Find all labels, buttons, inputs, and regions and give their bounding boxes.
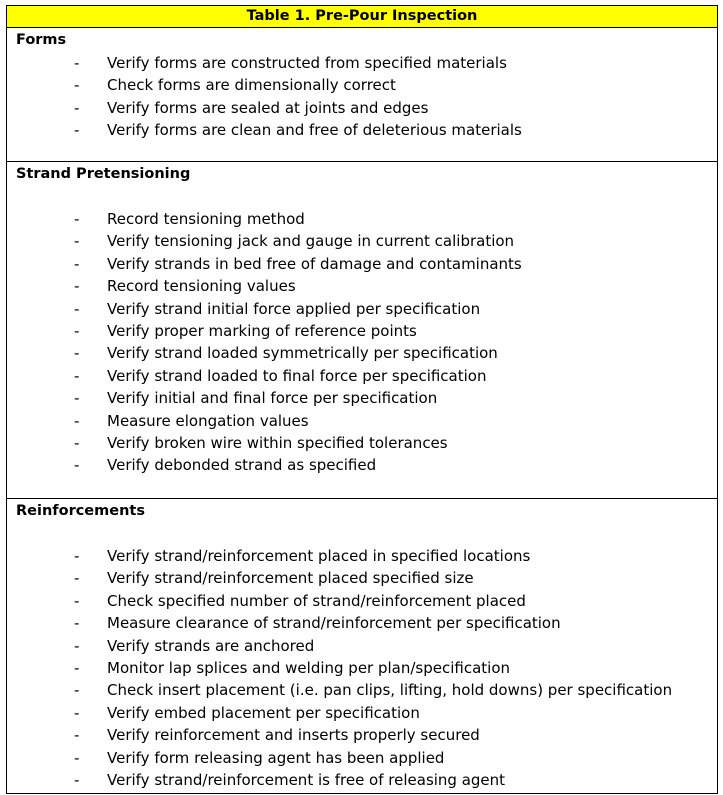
item-list <box>7 545 717 791</box>
dash-bullet: - <box>74 547 80 565</box>
list-item <box>7 590 717 612</box>
dash-bullet: - <box>74 54 80 72</box>
item-text: Measure elongation values <box>107 411 309 430</box>
dash-bullet: - <box>74 569 80 588</box>
item-text: Verify forms are sealed at joints and edges <box>107 98 429 117</box>
dash-bullet: - <box>74 591 80 610</box>
inspection-table <box>6 5 718 794</box>
dash-bullet: - <box>74 636 80 655</box>
list-item <box>7 208 717 230</box>
item-text: Record tensioning values <box>107 277 296 296</box>
dash-bullet: - <box>74 681 80 700</box>
list-item <box>7 230 717 252</box>
dash-bullet: - <box>74 456 80 475</box>
item-text: Verify debonded strand as specified <box>107 456 377 475</box>
list-item <box>7 657 717 679</box>
list-item <box>7 635 717 657</box>
list-item <box>7 387 717 409</box>
item-text: Verify strands in bed free of damage and contaminants <box>107 254 522 273</box>
item-text: Record tensioning method <box>107 210 305 228</box>
table-title: Table 1. Pre-Pour Inspection <box>7 6 717 28</box>
item-text: Verify strand loaded symmetrically per specification <box>107 344 498 363</box>
dash-bullet: - <box>74 658 80 677</box>
item-text: Check specified number of strand/reinforcement placed <box>107 591 526 610</box>
dash-bullet: - <box>74 703 80 722</box>
item-text: Verify form releasing agent has been applied <box>107 748 445 767</box>
dash-bullet: - <box>74 121 80 140</box>
item-text: Monitor lap splices and welding per plan/specification <box>107 658 511 677</box>
list-item <box>7 679 717 701</box>
dash-bullet: - <box>74 411 80 430</box>
dash-bullet: - <box>74 76 80 95</box>
section-title: Forms <box>16 32 67 48</box>
dash-bullet: - <box>74 254 80 273</box>
list-item <box>7 454 717 476</box>
dash-bullet: - <box>74 232 80 251</box>
item-text: Verify reinforcement and inserts properly secured <box>107 726 480 745</box>
item-text: Verify initial and final force per specification <box>107 389 438 408</box>
list-item <box>7 724 717 746</box>
list-item <box>7 545 717 567</box>
list-item <box>7 365 717 387</box>
item-text: Verify strand/reinforcement placed specified size <box>107 569 474 588</box>
dash-bullet: - <box>74 614 80 633</box>
section-reinforcements <box>7 499 717 793</box>
item-text: Verify embed placement per specification <box>107 703 420 722</box>
dash-bullet: - <box>74 210 80 228</box>
dash-bullet: - <box>74 770 80 789</box>
list-item <box>7 702 717 724</box>
dash-bullet: - <box>74 321 80 340</box>
dash-bullet: - <box>74 277 80 296</box>
item-text: Verify strand/reinforcement placed in specified locations <box>107 547 531 565</box>
dash-bullet: - <box>74 366 80 385</box>
item-text: Verify tensioning jack and gauge in current calibration <box>107 232 515 251</box>
dash-bullet: - <box>74 389 80 408</box>
item-text: Verify forms are constructed from specified materials <box>107 54 507 72</box>
list-item <box>7 119 717 141</box>
list-item <box>7 275 717 297</box>
item-text: Verify forms are clean and free of deleterious materials <box>107 121 522 140</box>
item-text: Verify strand/reinforcement is free of releasing agent <box>107 770 506 789</box>
dash-bullet: - <box>74 98 80 117</box>
section-title: Strand Pretensioning <box>16 166 191 182</box>
item-text: Verify proper marking of reference points <box>107 321 417 340</box>
dash-bullet: - <box>74 748 80 767</box>
list-item <box>7 253 717 275</box>
item-text: Verify strands are anchored <box>107 636 315 655</box>
section-forms <box>7 28 717 162</box>
list-item <box>7 342 717 364</box>
item-text: Verify strand initial force applied per specification <box>107 299 481 318</box>
item-list <box>7 52 717 142</box>
item-text: Verify strand loaded to final force per specification <box>107 366 487 385</box>
list-item <box>7 567 717 589</box>
list-item <box>7 52 717 74</box>
item-text: Check forms are dimensionally correct <box>107 76 396 95</box>
list-item <box>7 97 717 119</box>
item-list <box>7 208 717 477</box>
item-text: Check insert placement (i.e. pan clips, lifting, hold downs) per specification <box>107 681 673 700</box>
list-item <box>7 410 717 432</box>
list-item <box>7 298 717 320</box>
item-text: Measure clearance of strand/reinforcement per specification <box>107 614 561 633</box>
list-item <box>7 612 717 634</box>
item-text: Verify broken wire within specified tolerances <box>107 433 448 452</box>
list-item <box>7 747 717 769</box>
list-item <box>7 432 717 454</box>
dash-bullet: - <box>74 344 80 363</box>
section-strand-pretensioning <box>7 162 717 499</box>
list-item <box>7 74 717 96</box>
list-item <box>7 320 717 342</box>
dash-bullet: - <box>74 726 80 745</box>
dash-bullet: - <box>74 299 80 318</box>
dash-bullet: - <box>74 433 80 452</box>
list-item <box>7 769 717 791</box>
section-title: Reinforcements <box>16 503 145 519</box>
